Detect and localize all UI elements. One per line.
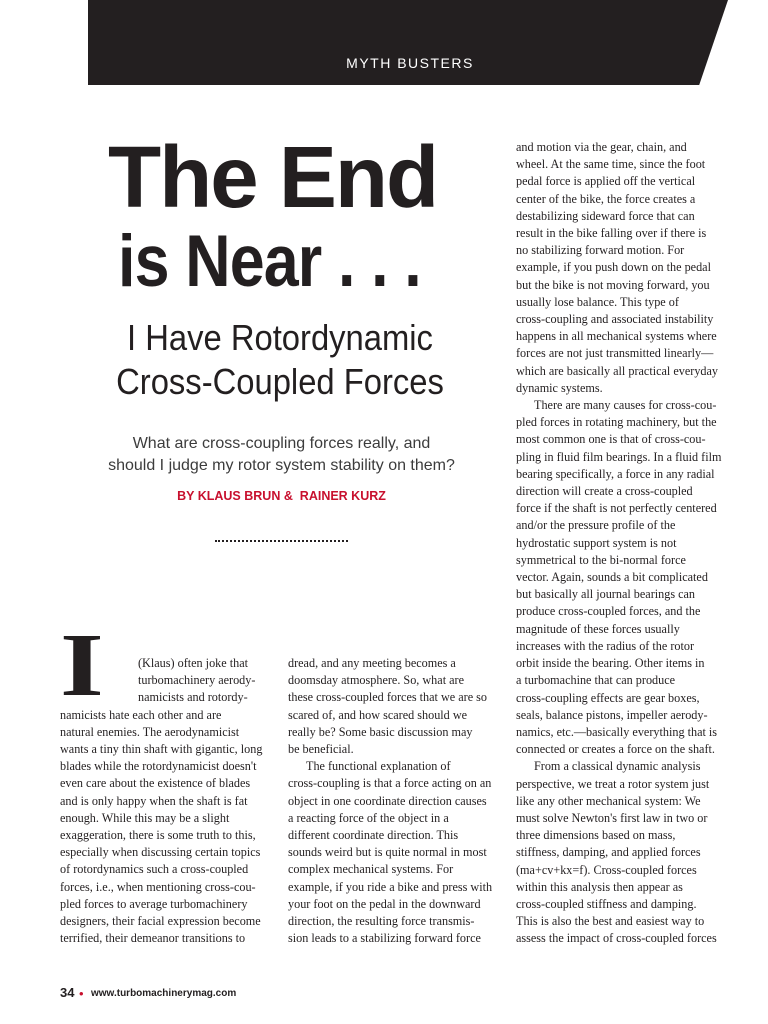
- dek-line: should I judge my rotor system stability on them?: [108, 457, 455, 474]
- body-text-line: namicists and rotordy-: [138, 690, 248, 705]
- byline: BY KLAUS BRUN & RAINER KURZ: [177, 489, 386, 503]
- subtitle-line: I Have Rotordynamic: [127, 317, 433, 358]
- footer-bullet: •: [79, 986, 84, 1001]
- body-text-line: forces, i.e., when mentioning cross-cou-: [60, 879, 256, 894]
- page-number: 34: [60, 985, 75, 1000]
- header-banner: [88, 0, 728, 85]
- body-text-line: namicists hate each other and are: [60, 707, 222, 722]
- body-text-line: and/or the pressure profile of the: [516, 518, 676, 533]
- body-text-line: From a classical dynamic analysis: [534, 759, 701, 774]
- article-dek: [100, 433, 463, 477]
- body-text-line: direction will create a cross-coupled: [516, 484, 693, 499]
- section-label: MYTH BUSTERS: [346, 55, 474, 71]
- body-text-line: cross-coupling is that a force acting on an: [288, 776, 492, 791]
- body-text-line: turbomachinery aerody-: [138, 673, 256, 688]
- body-text-line: symmetrical to the bi-normal force: [516, 552, 686, 567]
- article-subtitle: [80, 316, 480, 404]
- body-text-line: example, if you ride a bike and press with: [288, 879, 493, 894]
- body-column-1: [60, 655, 280, 947]
- body-text-line: really be? Some basic discussion may: [288, 724, 473, 739]
- body-text-line: your foot on the pedal in the downward: [288, 896, 481, 911]
- body-text-line: magnitude of these forces usually: [516, 621, 680, 636]
- body-text-line: happens in all mechanical systems where: [516, 329, 717, 344]
- body-text-line: three dimensions based on mass,: [516, 828, 676, 843]
- body-text-line: seals, balance pistons, impeller aerody-: [516, 707, 708, 722]
- body-text-line: sounds weird but is quite normal in most: [288, 845, 487, 860]
- body-text-line: (Klaus) often joke that: [138, 656, 248, 670]
- body-text-line: terrified, their demeanor transitions to: [60, 931, 246, 946]
- body-text-line: must solve Newton's first law in two or: [516, 810, 708, 825]
- body-text-line: perspective, we treat a rotor system just: [516, 776, 710, 791]
- body-text-line: and is only happy when the shaft is fat: [60, 793, 248, 808]
- dek-line: What are cross-coupling forces really, and: [132, 435, 431, 452]
- body-text-line: doomsday atmosphere. So, what are: [288, 673, 464, 688]
- body-column-2: [288, 655, 506, 947]
- body-text-line: blades while the rotordynamicist doesn't: [60, 759, 257, 774]
- body-text-line: complex mechanical systems. For: [288, 862, 454, 877]
- body-text-line: a turbomachine that can produce: [516, 673, 676, 688]
- body-text-line: different coordinate direction. This: [288, 828, 459, 843]
- body-text-line: force if the shaft is not perfectly centered: [516, 501, 717, 516]
- body-text-line: a reacting force of the object in a: [288, 810, 449, 825]
- body-text-line: pedal force is applied off the vertical: [516, 174, 696, 189]
- body-text-line: but basically all journal bearings can: [516, 587, 696, 602]
- body-text-line: no stabilizing forward motion. For: [516, 243, 685, 258]
- body-text-line: even care about the existence of blades: [60, 776, 251, 791]
- body-text-line: This is also the best and easiest way to: [516, 914, 705, 929]
- body-text-line: but the bike is not moving forward, you: [516, 277, 710, 292]
- body-text-line: vector. Again, sounds a bit complicated: [516, 570, 708, 585]
- body-text-line: dynamic systems.: [516, 380, 603, 395]
- body-text-line: wants a tiny thin shaft with gigantic, long: [60, 742, 263, 757]
- body-text-line: namics, etc.—basically everything that is: [516, 724, 718, 739]
- body-text-line: natural enemies. The aerodynamicist: [60, 724, 240, 739]
- body-text-line: object in one coordinate direction causes: [288, 793, 487, 808]
- body-text-line: cross-coupling effects are gear boxes,: [516, 690, 700, 705]
- body-text-line: pling in fluid film bearings. In a fluid film: [516, 449, 722, 464]
- body-column-3: [516, 139, 736, 948]
- body-text-line: bearing specifically, a force in any radial: [516, 466, 715, 481]
- article-title-line1: The End: [108, 129, 438, 226]
- subtitle-line: Cross-Coupled Forces: [116, 361, 444, 402]
- body-text-line: of rotordynamics such a cross-coupled: [60, 862, 249, 877]
- body-text-line: orbit inside the bearing. Other items in: [516, 656, 705, 671]
- body-text-line: increases with the radius of the rotor: [516, 638, 695, 653]
- body-text-line: forces are not just transmitted linearly—: [516, 346, 714, 361]
- body-text-line: exaggeration, there is some truth to this,: [60, 828, 256, 843]
- body-text-line: example, if you push down on the pedal: [516, 260, 711, 275]
- body-text-line: these cross-coupled forces that we are so: [288, 690, 487, 705]
- body-text-line: produce cross-coupled forces, and the: [516, 604, 701, 619]
- body-text-line: stiffness, damping, and applied forces: [516, 845, 701, 860]
- body-text-line: pled forces in rotating machinery, but the: [516, 415, 717, 430]
- body-text-line: especially when discussing certain topics: [60, 845, 261, 860]
- body-text-line: scared of, and how scared should we: [288, 707, 468, 722]
- body-text-line: result in the bike falling over if there is: [516, 226, 707, 241]
- body-text-line: dread, and any meeting becomes a: [288, 656, 456, 670]
- body-text-line: and motion via the gear, chain, and: [516, 140, 687, 154]
- body-text-line: most common one is that of cross-cou-: [516, 432, 706, 447]
- dotted-divider: [215, 540, 348, 542]
- body-text-line: hydrostatic support system is not: [516, 535, 677, 550]
- body-text-line: cross-coupling and associated instability: [516, 312, 714, 327]
- body-text-line: wheel. At the same time, since the foot: [516, 157, 706, 172]
- body-text-line: be beneficial.: [288, 742, 354, 757]
- footer-url[interactable]: www.turbomachinerymag.com: [91, 988, 237, 999]
- body-text-line: pled forces to average turbomachinery: [60, 896, 248, 911]
- drop-cap: I: [60, 634, 104, 697]
- body-text-line: usually lose balance. This type of: [516, 294, 679, 309]
- body-text-line: like any other mechanical system: We: [516, 793, 701, 808]
- body-text-line: There are many causes for cross-cou-: [534, 398, 717, 413]
- body-text-line: connected or creates a force on the shaft.: [516, 742, 715, 757]
- body-text-line: direction, the resulting force transmis-: [288, 914, 475, 929]
- article-title-line2: is Near . . .: [118, 221, 421, 302]
- body-text-line: (ma+cv+kx=f). Cross-coupled forces: [516, 862, 697, 877]
- body-text-line: enough. While this may be a slight: [60, 810, 230, 825]
- body-text-line: The functional explanation of: [306, 759, 451, 774]
- body-text-line: within this analysis then appear as: [516, 879, 683, 894]
- body-text-line: assess the impact of cross-coupled forces: [516, 931, 717, 946]
- body-text-line: cross-coupled stiffness and damping.: [516, 896, 697, 911]
- body-text-line: which are basically all practical everyday: [516, 363, 719, 378]
- body-text-line: destabilizing sideward force that can: [516, 208, 695, 223]
- body-text-line: center of the bike, the force creates a: [516, 191, 696, 206]
- body-text-line: designers, their facial expression become: [60, 914, 261, 929]
- body-text-line: sion leads to a stabilizing forward force: [288, 931, 481, 946]
